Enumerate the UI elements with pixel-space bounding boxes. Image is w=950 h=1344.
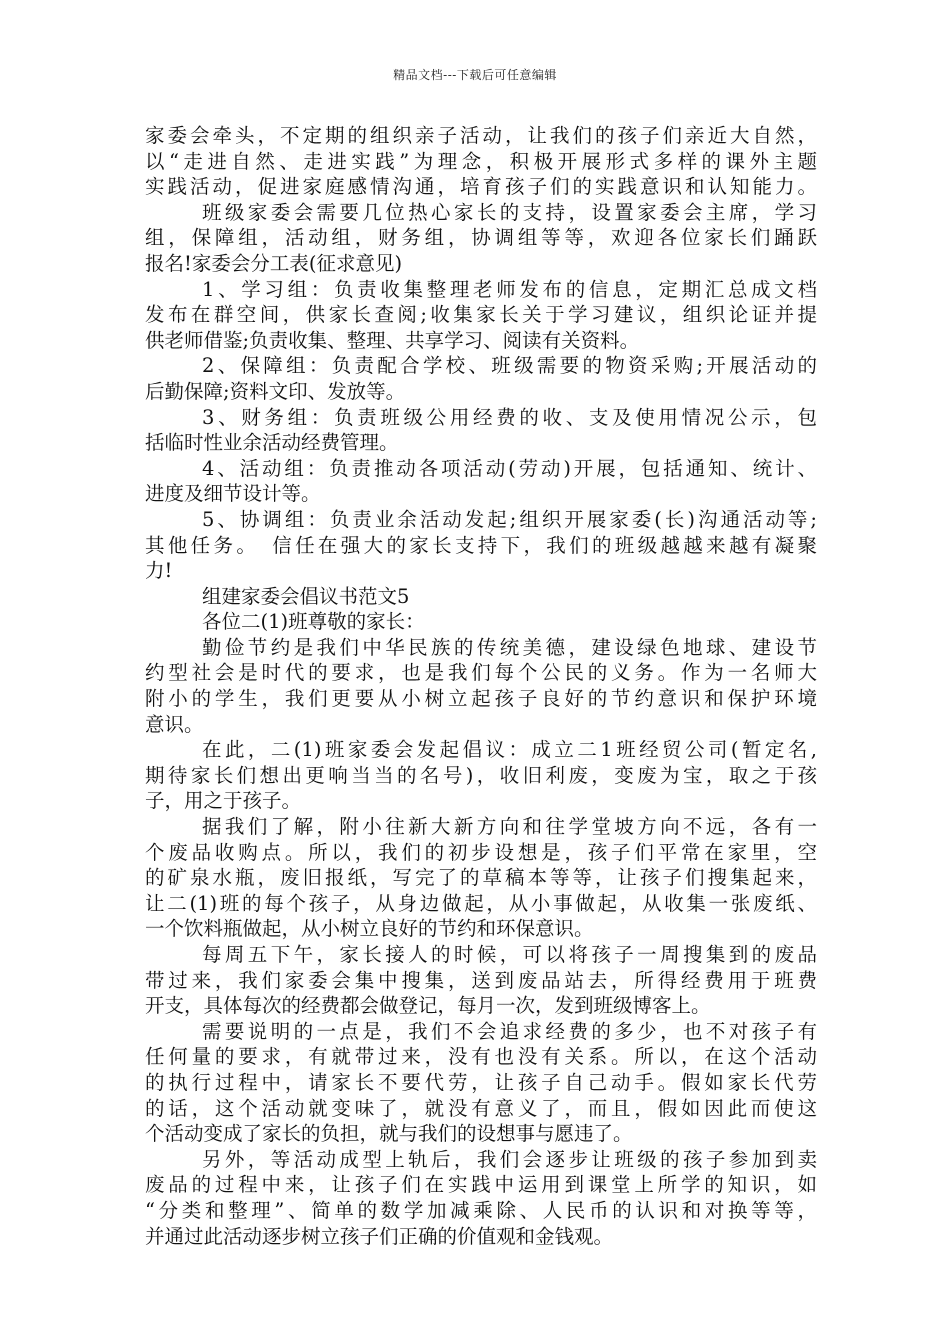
text-line: 组建家委会倡议书范文5 (202, 584, 410, 608)
text-line: 附小的学生，我们更要从小树立起孩子良好的节约意识和保护环境 (145, 687, 817, 711)
text-line: 以“走进自然、走进实践”为理念，积极开展形式多样的课外主题 (145, 149, 817, 173)
text-line: 让二(1)班的每个孩子，从身边做起，从小事做起，从收集一张废纸、 (145, 891, 817, 915)
text-line: 的话，这个活动就变味了，就没有意义了，而且，假如因此而使这 (145, 1096, 817, 1120)
text-line: 任何量的要求，有就带过来，没有也没有关系。所以，在这个活动 (145, 1045, 817, 1069)
text-line: 其他任务。 信任在强大的家长支持下，我们的班级越越来越有凝聚 (145, 533, 817, 557)
text-line: 1、学习组：负责收集整理老师发布的信息，定期汇总成文档 (202, 277, 817, 301)
text-line: 4、活动组：负责推动各项活动(劳动)开展，包括通知、统计、 (202, 456, 817, 480)
text-line: 力! (145, 559, 173, 583)
text-line: 家委会牵头，不定期的组织亲子活动，让我们的孩子们亲近大自然， (145, 124, 817, 147)
text-line: 约型社会是时代的要求，也是我们每个公民的义务。作为一名师大 (145, 661, 817, 685)
text-line: 班级家委会需要几位热心家长的支持，设置家委会主席，学习 (202, 200, 817, 224)
text-line: 废品的过程中来，让孩子们在实践中运用到课堂上所学的知识，如 (145, 1173, 817, 1197)
text-line: 需要说明的一点是，我们不会追求经费的多少，也不对孩子有 (202, 1019, 817, 1043)
text-line: 个活动变成了家长的负担，就与我们的设想事与愿违了。 (145, 1122, 633, 1146)
text-line: 后勤保障;资料文印、发放等。 (145, 379, 406, 403)
text-line: 各位二(1)班尊敬的家长： (202, 610, 425, 634)
text-line: 子，用之于孩子。 (145, 789, 302, 813)
text-line: 报名!家委会分工表(征求意见) (145, 251, 403, 275)
text-line: 括临时性业余活动经费管理。 (145, 431, 399, 455)
text-line: 个废品收购点。所以，我们的初步设想是，孩子们平常在家里，空 (145, 840, 817, 864)
text-line: 期待家长们想出更响当当的名号)，收旧利废，变废为宝，取之于孩 (145, 763, 817, 787)
text-line: 勤俭节约是我们中华民族的传统美德，建设绿色地球、建设节 (202, 635, 817, 659)
text-line: 进度及细节设计等。 (145, 482, 321, 506)
text-line: 带过来，我们家委会集中搜集，送到废品站去，所得经费用于班费 (145, 968, 817, 992)
text-line: 供老师借鉴;负责收集、整理、共享学习、阅读有关资料。 (145, 328, 640, 352)
text-line: 据我们了解，附小往新大新方向和往学堂坡方向不远，各有一 (202, 815, 817, 839)
text-line: 2、保障组：负责配合学校、班级需要的物资采购;开展活动的 (202, 354, 817, 378)
text-line: 一个饮料瓶做起，从小树立良好的节约和环保意识。 (145, 917, 594, 941)
text-line: 的矿泉水瓶，废旧报纸，写完了的草稿本等等，让孩子们搜集起来， (145, 866, 817, 890)
text-line: 组，保障组，活动组，财务组，协调组等等，欢迎各位家长们踊跃 (145, 226, 817, 250)
text-line: 的执行过程中，请家长不要代劳，让孩子自己动手。假如家长代劳 (145, 1070, 817, 1094)
text-line: 实践活动，促进家庭感情沟通，培育孩子们的实践意识和认知能力。 (145, 175, 817, 199)
text-line: 开支，具体每次的经费都会做登记，每月一次，发到班级博客上。 (145, 994, 711, 1018)
text-line: 在此，二(1)班家委会发起倡议：成立二1班经贸公司(暂定名, (202, 738, 817, 762)
text-line: “分类和整理”、简单的数学加减乘除、人民币的认识和对换等等， (145, 1198, 817, 1222)
page-header: 精品文档---下载后可任意编辑 (393, 68, 557, 82)
text-line: 发布在群空间，供家长查阅;收集家长关于学习建议，组织论证并提 (145, 303, 817, 327)
text-line: 每周五下午，家长接人的时候，可以将孩子一周搜集到的废品 (202, 943, 817, 966)
text-line: 另外，等活动成型上轨后，我们会逐步让班级的孩子参加到卖 (202, 1147, 817, 1171)
document-body (145, 123, 817, 1249)
text-line: 3、财务组：负责班级公用经费的收、支及使用情况公示，包 (202, 405, 817, 429)
text-line: 5、协调组：负责业余活动发起;组织开展家委(长)沟通活动等; (202, 507, 817, 531)
text-line: 意识。 (145, 712, 204, 736)
text-line: 并通过此活动逐步树立孩子们正确的价值观和金钱观。 (145, 1224, 614, 1248)
